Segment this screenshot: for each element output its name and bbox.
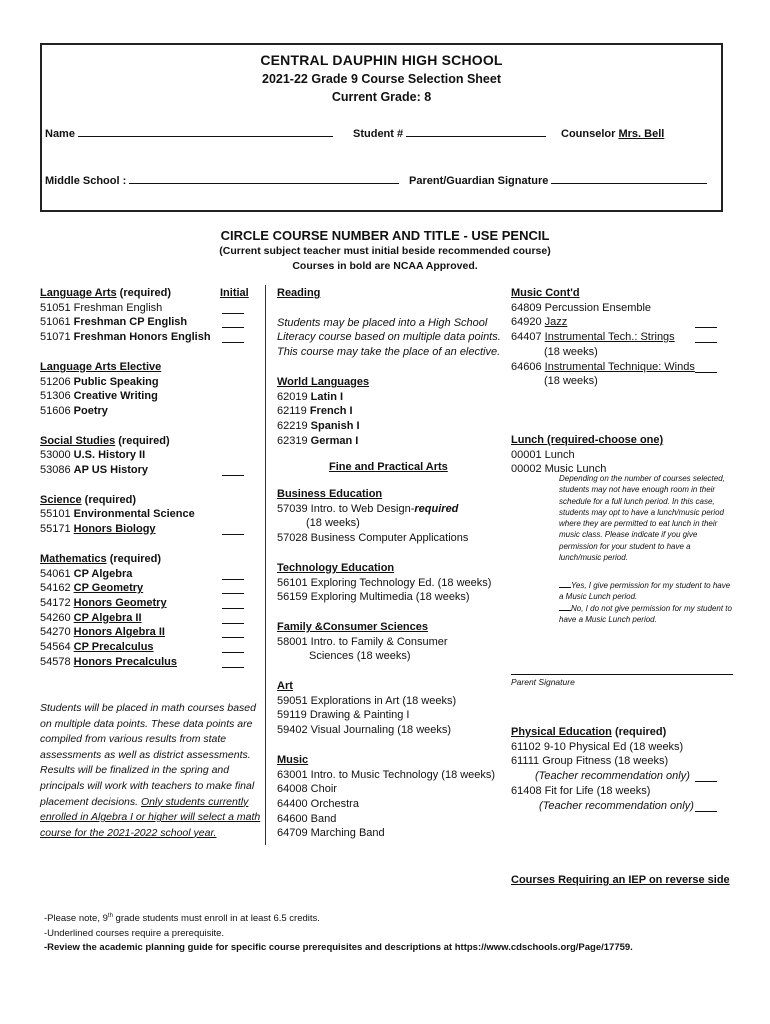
course-number: 64407 — [511, 331, 545, 344]
course-title: 64008 Choir — [277, 783, 337, 796]
sheet-subtitle: 2021-22 Grade 9 Course Selection Sheet — [262, 72, 501, 86]
footer-note-credits — [44, 913, 320, 924]
initial-blank[interactable] — [695, 801, 717, 812]
course-row[interactable] — [511, 330, 726, 345]
course-row[interactable] — [277, 390, 502, 405]
course-title: Spanish I — [310, 419, 360, 432]
parent-signature-field[interactable] — [409, 175, 707, 187]
social-studies-heading: Social Studies — [40, 434, 116, 447]
course-title: 57039 Intro. to Web Design- — [277, 502, 415, 515]
permission-yes[interactable] — [559, 580, 734, 603]
course-number: 62019 — [277, 390, 311, 403]
course-number: 51206 — [40, 375, 74, 388]
course-title: Instrumental Technique: Winds — [544, 360, 695, 373]
initial-blank[interactable] — [222, 303, 244, 314]
student-number-field[interactable] — [353, 128, 546, 140]
course-row[interactable] — [511, 360, 726, 375]
no-blank[interactable] — [559, 610, 571, 611]
course-number: 51061 — [40, 316, 74, 329]
course-title: CP Algebra — [73, 567, 133, 580]
middle-school-line[interactable] — [129, 183, 399, 184]
course-row[interactable] — [511, 784, 726, 799]
parent-signature-line[interactable] — [551, 183, 707, 184]
course-number: 54162 — [40, 582, 74, 595]
course-row[interactable] — [511, 315, 726, 330]
course-row[interactable] — [277, 812, 502, 827]
initial-blank[interactable] — [222, 583, 244, 594]
course-title: 59051 Explorations in Art (18 weeks) — [277, 694, 457, 707]
music-heading: Music — [277, 753, 309, 766]
teacher-rec-note: (Teacher recommendation only) — [535, 770, 690, 783]
permission-no[interactable] — [559, 603, 734, 626]
footer-note-planning-guide: -Review the academic planning guide for specific course prerequisites and descriptions at https://www.cdschools.org/Page/17759. — [44, 942, 633, 953]
course-number: 51306 — [40, 390, 74, 403]
course-number: 54172 — [40, 596, 74, 609]
course-title: U.S. History II — [73, 449, 146, 462]
course-title: 57028 Business Computer Applications — [277, 532, 469, 545]
course-row[interactable] — [40, 330, 255, 345]
initial-blank[interactable] — [222, 465, 244, 476]
note-text: grade students must enroll in at least 6.5 credits. — [112, 913, 320, 925]
note-line: compiled from various results from state — [40, 733, 227, 746]
course-title: Instrumental Tech.: Strings — [544, 331, 675, 344]
course-row[interactable] — [40, 611, 255, 626]
note-line: course for the 2021-2022 school year. — [40, 826, 217, 839]
course-row[interactable] — [511, 301, 726, 316]
course-row[interactable] — [40, 404, 255, 419]
no-text: No, I do not give permission for my student to have a Music Lunch period. — [559, 604, 732, 625]
course-row[interactable] — [40, 463, 255, 478]
course-number: 64606 — [511, 360, 545, 373]
course-row[interactable] — [277, 434, 502, 449]
course-title: 58001 Intro. to Family & Consumer — [277, 635, 448, 648]
language-arts-required: (required) — [119, 287, 172, 299]
technology-education-heading: Technology Education — [277, 561, 395, 574]
course-row[interactable] — [40, 301, 255, 316]
counselor-field — [561, 128, 664, 140]
initial-blank[interactable] — [222, 317, 244, 328]
reading-note: Literacy course based on multiple data points. — [277, 331, 501, 344]
required-label: required — [414, 502, 459, 515]
course-row[interactable] — [40, 522, 255, 537]
course-row[interactable] — [40, 625, 255, 640]
course-number: 55101 — [40, 508, 74, 521]
course-row[interactable] — [40, 640, 255, 655]
course-title: Jazz — [544, 316, 568, 329]
instructions-line1: (Current subject teacher must initial beside recommended course) — [219, 245, 551, 257]
required-label: (required) — [109, 552, 162, 565]
initial-blank[interactable] — [695, 771, 717, 782]
mathematics-heading: Mathematics — [40, 552, 107, 565]
yes-text: Yes, I give permission for my student to have a Music Lunch period. — [559, 581, 731, 602]
counselor-label: Counselor — [561, 128, 616, 140]
course-title: CP Precalculus — [73, 641, 154, 654]
course-row[interactable] — [277, 708, 502, 723]
course-duration: Sciences (18 weeks) — [309, 650, 411, 663]
student-number-line[interactable] — [406, 136, 546, 137]
course-row[interactable] — [40, 375, 255, 390]
course-duration: (18 weeks) — [544, 375, 598, 388]
pe-section — [511, 725, 726, 813]
iep-note: Courses Requiring an IEP on reverse side — [511, 874, 730, 886]
initial-column-label: Initial — [220, 287, 249, 299]
course-title: 00001 Lunch — [511, 448, 575, 461]
course-title: 00002 Music Lunch — [511, 463, 607, 476]
course-row[interactable] — [40, 655, 255, 670]
course-row[interactable] — [277, 502, 502, 517]
middle-school-field[interactable] — [45, 175, 399, 187]
course-number: 62219 — [277, 419, 311, 432]
initial-blank[interactable] — [222, 627, 244, 638]
note-line: placement decisions. — [40, 795, 141, 808]
initial-blank[interactable] — [222, 613, 244, 624]
column-electives — [277, 286, 502, 841]
course-title: Creative Writing — [73, 390, 158, 403]
course-row[interactable] — [277, 635, 502, 650]
course-row[interactable] — [40, 315, 255, 330]
note-line: enrolled in Algebra I or higher will select a math — [40, 811, 261, 824]
initial-blank[interactable] — [222, 524, 244, 535]
course-title: 61102 9-10 Physical Ed (18 weeks) — [511, 740, 684, 753]
course-row[interactable] — [277, 419, 502, 434]
business-education-heading: Business Education — [277, 488, 383, 501]
world-languages-heading: World Languages — [277, 375, 370, 388]
course-row[interactable] — [277, 768, 502, 783]
parent-signature-label: Parent/Guardian Signature — [409, 175, 549, 187]
note-line: Students will be placed in math courses based — [40, 702, 256, 714]
instructions-title: CIRCLE COURSE NUMBER AND TITLE - USE PENCIL — [220, 228, 550, 243]
course-row[interactable] — [511, 448, 726, 463]
course-title: Latin I — [310, 390, 344, 403]
name-label: Name — [45, 128, 75, 140]
course-row[interactable] — [277, 723, 502, 738]
course-row[interactable] — [40, 448, 255, 463]
initial-blank[interactable] — [695, 332, 717, 343]
course-title: 64400 Orchestra — [277, 797, 359, 810]
column-music-lunch-pe — [511, 286, 726, 477]
initial-blank[interactable] — [222, 332, 244, 343]
course-title: German I — [310, 434, 359, 447]
name-line[interactable] — [78, 136, 333, 137]
course-row[interactable] — [277, 404, 502, 419]
course-number: 62119 — [277, 405, 310, 418]
course-title: AP US History — [73, 464, 149, 477]
required-label: (required) — [118, 434, 170, 447]
art-heading: Art — [277, 680, 293, 693]
course-row[interactable] — [40, 507, 255, 522]
course-title: 61111 Group Fitness (18 weeks) — [511, 755, 669, 768]
course-number: 54578 — [40, 655, 74, 668]
reading-note: Students may be placed into a High School — [277, 316, 488, 329]
course-title: 51051 Freshman English — [40, 301, 163, 314]
instructions-line2: Courses in bold are NCAA Approved. — [292, 260, 478, 272]
course-row[interactable] — [277, 590, 502, 605]
course-row[interactable] — [40, 581, 255, 596]
note-sup: th — [107, 913, 113, 919]
course-title: Public Speaking — [73, 375, 159, 388]
parent-signature-caption: Parent Signature — [511, 677, 575, 687]
course-title: Honors Biology — [73, 523, 156, 536]
fine-practical-arts-heading: Fine and Practical Arts — [329, 461, 448, 474]
course-title: Honors Precalculus — [73, 655, 177, 668]
language-arts-elective-heading: Language Arts Elective — [40, 360, 162, 373]
parent-signature-line-2[interactable] — [511, 674, 733, 675]
name-field[interactable] — [45, 128, 333, 140]
student-number-label: Student # — [353, 128, 404, 140]
course-title: 63001 Intro. to Music Technology (18 weeks) — [277, 768, 496, 781]
course-row[interactable] — [277, 576, 502, 591]
course-title: 64809 Percussion Ensemble — [511, 301, 652, 314]
current-grade: Current Grade: 8 — [331, 90, 432, 104]
note-line: on multiple data points. These data points are — [40, 717, 253, 730]
course-title: Honors Algebra II — [73, 626, 165, 639]
course-row[interactable] — [40, 389, 255, 404]
course-title: Freshman Honors English — [73, 331, 211, 344]
footer-note-underlined: -Underlined courses require a prerequisite. — [44, 928, 225, 939]
note-line: assessments as well as district assessments. — [40, 748, 251, 761]
music-contd-heading: Music Cont'd — [511, 287, 580, 299]
course-title: Poetry — [73, 404, 108, 417]
reading-heading: Reading — [277, 287, 321, 299]
lunch-note: Depending on the number of courses selected, students may not have enough room in their schedule for a full lunch period. In this case, students may opt to have a lunch/music period where they are permitted to eat lunch in their music class. Please indicate if you give permission for your student to have a lunch/music period. — [559, 474, 725, 563]
science-heading: Science — [40, 493, 82, 506]
note-line: principals will work with teachers to make final — [40, 779, 255, 792]
course-row[interactable] — [40, 596, 255, 611]
course-duration: (18 weeks) — [306, 517, 360, 530]
middle-school-label: Middle School : — [45, 175, 127, 187]
course-title: 59402 Visual Journaling (18 weeks) — [277, 724, 452, 737]
teacher-rec-row[interactable] — [511, 769, 726, 784]
required-label: (required) — [84, 493, 136, 506]
teacher-rec-note: (Teacher recommendation only) — [539, 799, 694, 812]
initial-blank[interactable] — [222, 657, 244, 668]
required-label: (required) — [614, 726, 667, 738]
course-number: 51071 — [40, 331, 74, 344]
reading-note: This course may take the place of an elective. — [277, 346, 501, 359]
physical-education-heading: Physical Education — [511, 726, 612, 738]
note-line: Results will be finalized in the spring and — [40, 764, 230, 777]
course-row[interactable] — [277, 797, 502, 812]
note-text: -Please note, 9 — [44, 913, 108, 925]
course-row[interactable] — [511, 754, 726, 769]
course-row[interactable] — [277, 826, 502, 841]
course-title: French I — [309, 405, 353, 418]
course-title: 59119 Drawing & Painting I — [277, 709, 410, 722]
course-number: 64920 — [511, 316, 545, 329]
course-title: Honors Geometry — [73, 596, 167, 609]
course-title: CP Geometry — [73, 582, 144, 595]
yes-blank[interactable] — [559, 587, 571, 588]
language-arts-heading: Language Arts — [40, 287, 117, 299]
initial-blank[interactable] — [695, 362, 717, 373]
lunch-heading: Lunch (required-choose one) — [511, 433, 664, 446]
course-title: Freshman CP English — [73, 316, 188, 329]
course-title: Environmental Science — [73, 508, 195, 521]
initial-blank[interactable] — [222, 598, 244, 609]
course-row[interactable] — [277, 531, 502, 546]
course-number: 53000 — [40, 449, 74, 462]
counselor-name: Mrs. Bell — [618, 128, 665, 140]
course-row[interactable] — [277, 694, 502, 709]
course-title: 61408 Fit for Life (18 weeks) — [511, 784, 651, 797]
course-row[interactable] — [511, 740, 726, 755]
course-number: 55171 — [40, 523, 74, 536]
school-title: CENTRAL DAUPHIN HIGH SCHOOL — [260, 52, 503, 68]
column-divider — [265, 285, 266, 845]
course-row[interactable] — [40, 567, 255, 582]
course-title: 56101 Exploring Technology Ed. (18 weeks) — [277, 576, 492, 589]
course-number: 53086 — [40, 464, 74, 477]
course-number: 51606 — [40, 404, 74, 417]
course-number: 54270 — [40, 626, 74, 639]
course-number: 54564 — [40, 641, 74, 654]
column-core-courses — [40, 286, 255, 669]
course-number: 62319 — [277, 434, 311, 447]
course-row[interactable] — [277, 782, 502, 797]
family-consumer-sciences-heading: Family &Consumer Sciences — [277, 620, 429, 633]
course-title: CP Algebra II — [73, 611, 142, 624]
course-title: 64709 Marching Band — [277, 827, 385, 840]
initial-blank[interactable] — [695, 317, 717, 328]
course-number: 54061 — [40, 567, 74, 580]
course-duration: (18 weeks) — [544, 345, 598, 358]
course-title: 56159 Exploring Multimedia (18 weeks) — [277, 591, 470, 604]
initial-blank[interactable] — [222, 569, 244, 580]
note-line: Only students currently — [140, 795, 249, 808]
teacher-rec-row[interactable] — [511, 799, 726, 814]
math-placement-note — [40, 701, 265, 841]
course-title: 64600 Band — [277, 812, 337, 825]
initial-blank[interactable] — [222, 642, 244, 653]
course-number: 54260 — [40, 611, 74, 624]
